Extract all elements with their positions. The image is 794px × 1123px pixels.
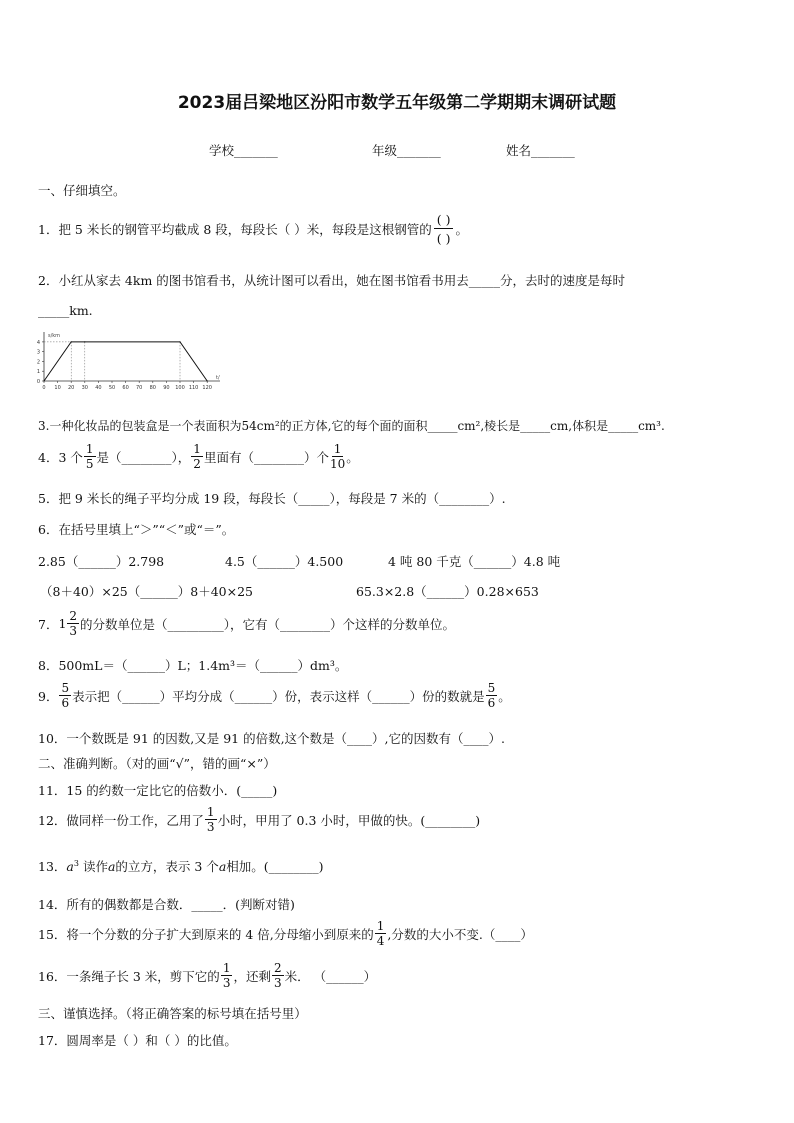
fraction-denominator: 6 xyxy=(487,696,496,710)
x-tick-label: 120 xyxy=(202,385,212,391)
y-tick-label: 3 xyxy=(36,349,40,356)
question-5: 5．把 9 米长的绳子平均分成 19 段，每段长（_____），每段是 7 米的（________）. xyxy=(38,491,506,506)
fraction-numerator: 2 xyxy=(69,609,78,623)
x-tick-label: 20 xyxy=(68,385,75,391)
data-point xyxy=(207,380,208,381)
question-7-fraction xyxy=(67,610,79,637)
data-point xyxy=(71,341,72,342)
grade-field: 年级_______ xyxy=(372,143,441,158)
question-7-number: 7． xyxy=(38,616,59,632)
fraction-denominator: 4 xyxy=(376,934,385,948)
y-axis-label: s/km xyxy=(48,333,61,339)
question-1 xyxy=(38,212,468,246)
series-line xyxy=(44,342,207,381)
y-tick-label: 4 xyxy=(36,339,40,346)
fraction-numerator: 1 xyxy=(85,442,94,456)
fraction-numerator: 1 xyxy=(222,961,231,975)
x-tick-label: 60 xyxy=(122,385,129,391)
fraction-denominator: 3 xyxy=(69,624,78,638)
question-1-tail: 。 xyxy=(455,222,468,237)
fraction-denominator: 6 xyxy=(61,696,70,710)
question-6-item-4: （8＋40）×25（______）8＋40×25 xyxy=(40,584,253,599)
section-2-heading: 二、准确判断。（对的画“√”，错的画“×”） xyxy=(38,756,276,771)
fraction-denominator: ( ) xyxy=(436,231,451,246)
question-15-text-b: ,分数的大小不变.（____） xyxy=(387,926,533,942)
question-4 xyxy=(38,443,359,470)
data-point xyxy=(43,380,44,381)
x-tick-label: 100 xyxy=(175,385,185,391)
question-6-item-1: 2.85（______）2.798 xyxy=(38,554,165,569)
question-9-text: 表示把（______）平均分成（______）份，表示这样（______）份的数就是 xyxy=(72,688,485,704)
question-9-fraction-2 xyxy=(486,682,498,709)
question-6-item-3: 4 吨 80 千克（______）4.8 吨 xyxy=(388,554,561,569)
exponent: 3 xyxy=(73,858,79,868)
question-16-fraction-1 xyxy=(221,962,233,989)
x-axis-label: t/ xyxy=(216,375,220,381)
fraction-denominator: 3 xyxy=(222,976,231,990)
question-16-text-c: 米． （______） xyxy=(284,968,377,984)
question-15 xyxy=(38,920,533,947)
fraction-denominator: 3 xyxy=(206,820,215,834)
question-8: 8．500mL＝（______）L；1.4m³＝（______）dm³。 xyxy=(38,658,348,673)
x-tick-label: 70 xyxy=(136,385,143,391)
question-12-text-a: 12．做同样一份工作，乙用了 xyxy=(38,812,204,828)
question-11: 11．15 的约数一定比它的倍数小．(_____) xyxy=(38,783,278,798)
question-4-fraction-1 xyxy=(84,443,96,470)
y-tick-label: 0 xyxy=(36,379,40,385)
question-4-text-a: 4．3 个 xyxy=(38,449,83,465)
question-12-text-b: 小时，甲用了 0.3 小时，甲做的快。(________) xyxy=(217,812,481,828)
name-field: 姓名_______ xyxy=(506,143,575,158)
distance-time-chart xyxy=(30,330,225,392)
question-6-item-5: 65.3×2.8（______）0.28×653 xyxy=(356,584,539,599)
question-9-number: 9． xyxy=(38,688,59,704)
section-3-heading: 三、谨慎选择。（将正确答案的标号填在括号里） xyxy=(38,1006,307,1021)
question-4-fraction-2 xyxy=(191,443,203,470)
variable-a: a xyxy=(66,859,74,874)
x-tick-label: 50 xyxy=(108,385,116,391)
fraction-numerator: 1 xyxy=(193,442,201,456)
fraction-denominator: 10 xyxy=(329,457,346,471)
question-17: 17．圆周率是（ ）和（ ）的比值。 xyxy=(38,1033,237,1048)
data-point xyxy=(179,341,180,342)
question-12-fraction xyxy=(205,806,217,833)
y-tick-label: 2 xyxy=(36,359,40,366)
fraction-numerator: 5 xyxy=(487,681,496,695)
fraction-denominator: 2 xyxy=(193,457,201,471)
question-9-tail: 。 xyxy=(498,688,511,704)
question-7 xyxy=(38,610,455,637)
fraction-numerator: 2 xyxy=(273,961,282,975)
x-tick-label: 30 xyxy=(81,385,88,391)
question-15-text-a: 15．将一个分数的分子扩大到原来的 4 倍,分母缩小到原来的 xyxy=(38,926,374,942)
x-tick-label: 90 xyxy=(163,385,170,391)
question-13-number: 13． xyxy=(38,859,67,874)
x-tick-label: 0 xyxy=(42,385,46,391)
question-4-fraction-3 xyxy=(330,443,345,470)
question-16-text-b: ，还剩 xyxy=(233,968,271,984)
x-tick-label: 10 xyxy=(54,385,61,391)
question-6: 6．在括号里填上“＞”“＜”或“＝”。 xyxy=(38,522,235,537)
variable-a: a xyxy=(107,859,116,874)
question-2-line-2: _____km. xyxy=(38,303,93,318)
question-4-text-c: 里面有（________）个 xyxy=(203,449,329,465)
question-3: 3.一种化妆品的包装盒是一个表面积为54cm²的正方体,它的每个面的面积_____cm²,棱长是_____cm,体积是_____cm³. xyxy=(38,419,665,433)
fraction-numerator: 1 xyxy=(376,919,385,933)
fraction-numerator: 1 xyxy=(206,805,215,819)
question-9-fraction-1 xyxy=(59,682,71,709)
question-16-fraction-2 xyxy=(272,962,284,989)
fraction-numerator: ( ) xyxy=(434,212,454,229)
question-4-text-d: 。 xyxy=(346,449,359,465)
question-10: 10．一个数既是 91 的因数,又是 91 的倍数,这个数是（____）,它的因数有（____）. xyxy=(38,731,506,746)
x-tick-label: 80 xyxy=(149,385,156,391)
question-7-text: 的分数单位是（_________），它有（________）个这样的分数单位。 xyxy=(80,616,456,632)
school-field: 学校_______ xyxy=(209,143,278,158)
question-13 xyxy=(38,857,324,875)
mixed-whole: 1 xyxy=(58,616,67,631)
section-1-heading: 一、仔细填空。 xyxy=(38,183,126,198)
question-16 xyxy=(38,962,376,989)
fraction-numerator: 5 xyxy=(61,681,70,695)
question-15-fraction xyxy=(375,920,387,947)
question-7-mixed-number xyxy=(58,610,80,637)
data-point xyxy=(84,341,85,342)
variable-a: a xyxy=(218,859,227,874)
y-tick-label: 1 xyxy=(36,369,40,376)
question-1-fraction xyxy=(434,212,454,246)
question-4-text-b: 是（________）， xyxy=(96,449,191,465)
question-14: 14．所有的偶数都是合数．_____．(判断对错) xyxy=(38,897,295,912)
fraction-denominator: 5 xyxy=(85,457,94,471)
fraction-numerator: 1 xyxy=(333,442,342,456)
question-13-text-b: 读作 xyxy=(82,859,108,874)
question-2-line-1: 2．小红从家去 4km 的图书馆看书，从统计图可以看出，她在图书馆看书用去_____分，去时的速度是每时 xyxy=(38,273,626,288)
question-9 xyxy=(38,682,511,709)
x-tick-label: 110 xyxy=(188,385,199,391)
question-6-item-2: 4.5（______）4.500 xyxy=(225,554,344,569)
question-12 xyxy=(38,806,480,833)
fraction-denominator: 3 xyxy=(273,976,282,990)
question-1-text: 1．把 5 米长的钢管平均截成 8 段，每段长（ ）米，每段是这根钢管的 xyxy=(38,222,432,237)
question-13-text-d: 相加。(________) xyxy=(226,859,324,874)
question-13-text-c: 的立方，表示 3 个 xyxy=(115,859,219,874)
page-title: 2023届吕梁地区汾阳市数学五年级第二学期期末调研试题 xyxy=(177,93,617,113)
question-16-text-a: 16．一条绳子长 3 米，剪下它的 xyxy=(38,968,220,984)
x-tick-label: 40 xyxy=(95,385,102,391)
